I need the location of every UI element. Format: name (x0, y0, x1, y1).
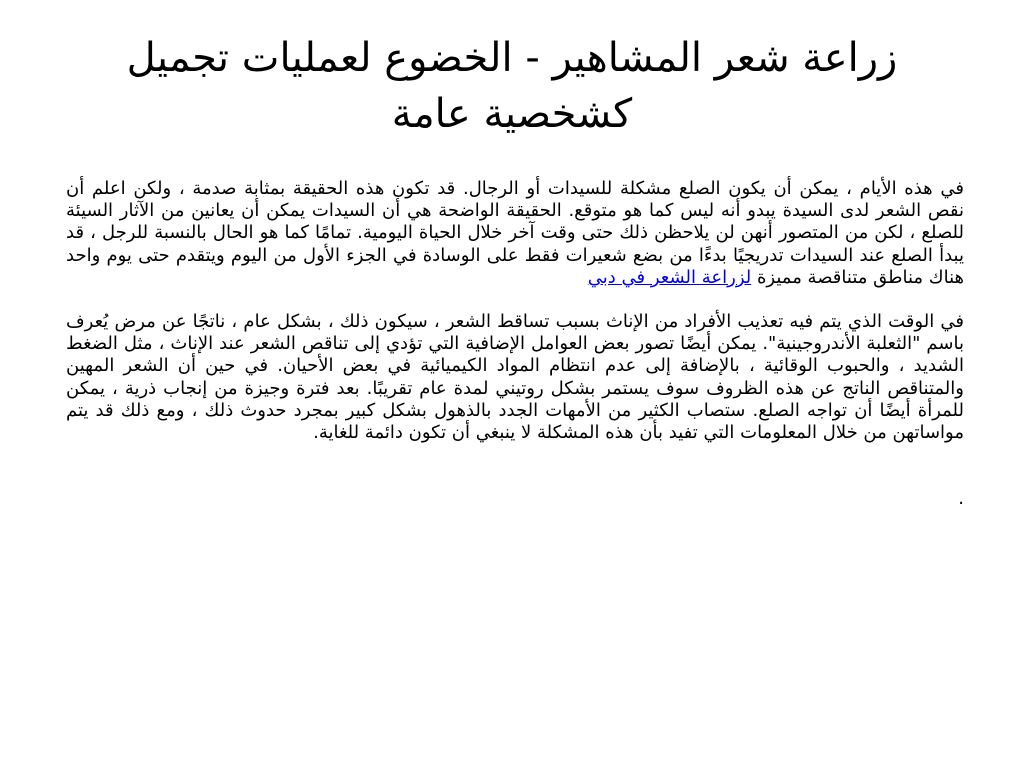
hair-transplant-dubai-link[interactable]: لزراعة الشعر في دبي (587, 266, 752, 288)
paragraph-2: في الوقت الذي يتم فيه تعذيب الأفراد من الإناث بسبب تساقط الشعر ، سيكون ذلك ، بشكل عام ، ناتجًا عن مرض يُعرف باسم "الثعلبة الأندروجينية". يمكن أيضًا تصور بعض العوامل الإضافية التي تؤدي إلى تناقص الشعر عند الإناث ، مثل الضغط الشديد ، والحبوب الوقائية ، بالإضافة إلى عدم انتظام المواد الكيميائية في بعض الأحيان. في حين أن الشعر المهين والمتناقص الناتج عن هذه الظروف سوف يستمر بشكل روتيني لمدة عام تقريبًا. بعد فترة وجيزة من إنجاب ذرية ، يمكن للمرأة أيضًا أن تواجه الصلع. ستصاب الكثير من الأمهات الجدد بالذهول بشكل كبير بمجرد حدوث ذلك ، ومع ذلك قد يتم مواساتهن من خلال المعلومات التي تفيد بأن هذه المشكلة لا ينبغي أن تكون دائمة للغاية. (66, 311, 964, 444)
paragraph-1 (66, 178, 964, 289)
slide-body (66, 178, 964, 510)
trailing-dot: . (958, 488, 964, 510)
slide-title: زراعة شعر المشاهير - الخضوع لعمليات تجميل كشخصية عامة (126, 35, 898, 137)
paragraph-1-text: في هذه الأيام ، يمكن أن يكون الصلع مشكلة للسيدات أو الرجال. قد تكون هذه الحقيقة بمثابة صدمة ، ولكن اعلم أن نقص الشعر لدى السيدة يبدو أنه ليس كما هو متوقع. الحقيقة الواضحة هي أن السيدات يمكن أن يعانين من الآثار السيئة للصلع ، لكن من المتصور أنهن لن يلاحظن ذلك حتى وقت آخر خلال الحياة اليومية. تمامًا كما هو الحال بالنسبة للرجل ، قد يبدأ الصلع عند السيدات تدريجيًا بدءًا من بضع شعيرات فقط على الوسادة في الجزء الأول من اليوم ويتقدم حتى يوم واحد هناك مناطق متناقصة مميزة (66, 178, 964, 288)
